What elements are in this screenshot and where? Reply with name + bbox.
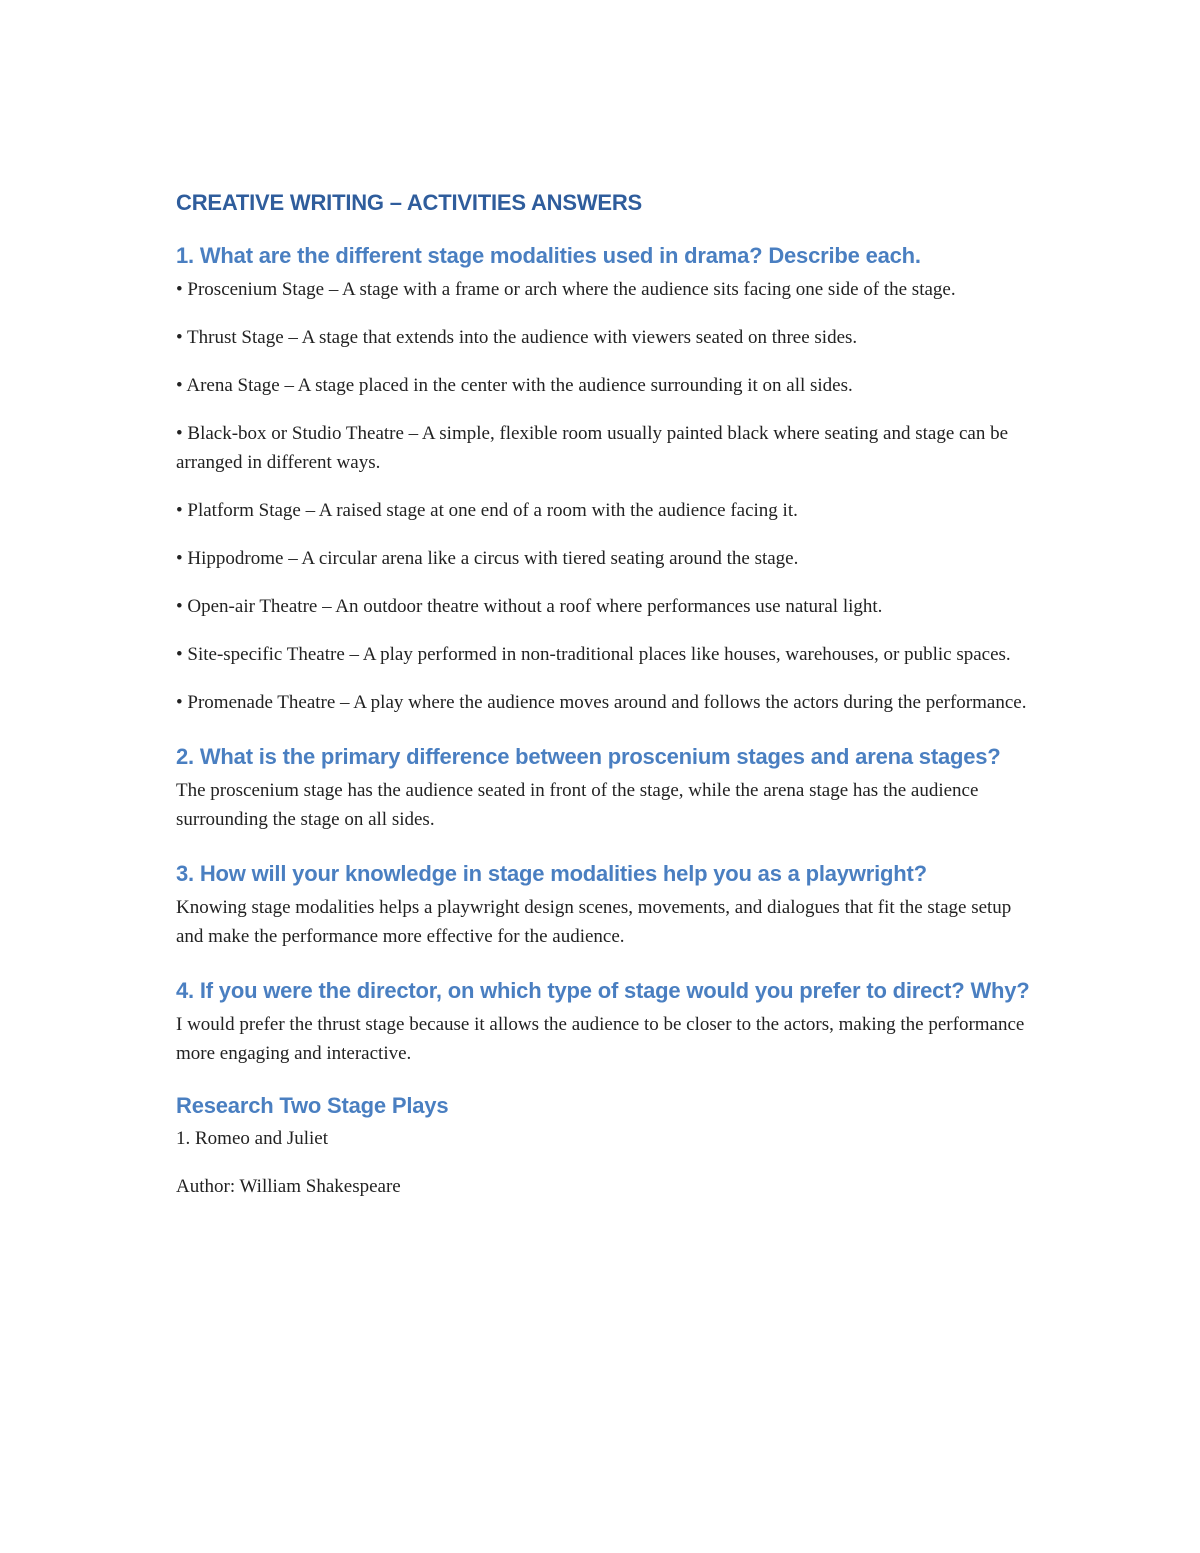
question-3-heading: 3. How will your knowledge in stage modalities help you as a playwright? xyxy=(176,861,927,886)
list-item: • Black-box or Studio Theatre – A simple, flexible room usually painted black where seating and stage can be arranged in different ways. xyxy=(176,423,1009,473)
list-item: • Open-air Theatre – An outdoor theatre without a roof where performances use natural light. xyxy=(176,596,883,617)
research-author: Author: William Shakespeare xyxy=(176,1176,401,1197)
question-4-answer: I would prefer the thrust stage because it allows the audience to be closer to the actors, making the performance more engaging and interactive. xyxy=(176,1014,1025,1064)
document-page xyxy=(176,190,1036,1220)
list-item: • Hippodrome – A circular arena like a circus with tiered seating around the stage. xyxy=(176,548,799,569)
question-4-heading: 4. If you were the director, on which type of stage would you prefer to direct? Why? xyxy=(176,978,1030,1003)
question-3-answer: Knowing stage modalities helps a playwright design scenes, movements, and dialogues that fit the stage setup and make the performance more effective for the audience. xyxy=(176,897,1012,947)
list-item: • Arena Stage – A stage placed in the center with the audience surrounding it on all sides. xyxy=(176,375,853,396)
list-item: • Proscenium Stage – A stage with a frame or arch where the audience sits facing one side of the stage. xyxy=(176,279,956,300)
research-heading: Research Two Stage Plays xyxy=(176,1093,449,1118)
list-item: • Site-specific Theatre – A play performed in non-traditional places like houses, warehouses, or public spaces. xyxy=(176,644,1011,665)
stage-modalities-list xyxy=(176,275,1036,717)
question-4-section xyxy=(176,973,1036,1068)
question-2-section xyxy=(176,739,1036,834)
list-item: • Platform Stage – A raised stage at one end of a room with the audience facing it. xyxy=(176,500,798,521)
question-1-heading: 1. What are the different stage modalities used in drama? Describe each. xyxy=(176,243,921,268)
question-2-answer: The proscenium stage has the audience seated in front of the stage, while the arena stage has the audience surrounding the stage on all sides. xyxy=(176,780,979,830)
question-3-section xyxy=(176,856,1036,951)
question-2-heading: 2. What is the primary difference between proscenium stages and arena stages? xyxy=(176,744,1001,769)
list-item: • Promenade Theatre – A play where the audience moves around and follows the actors during the performance. xyxy=(176,692,1027,713)
question-1-section xyxy=(176,238,1036,717)
research-play-1: 1. Romeo and Juliet xyxy=(176,1128,328,1149)
document-title: CREATIVE WRITING – ACTIVITIES ANSWERS xyxy=(176,190,643,215)
research-section xyxy=(176,1090,1036,1201)
list-item: • Thrust Stage – A stage that extends into the audience with viewers seated on three sides. xyxy=(176,327,858,348)
